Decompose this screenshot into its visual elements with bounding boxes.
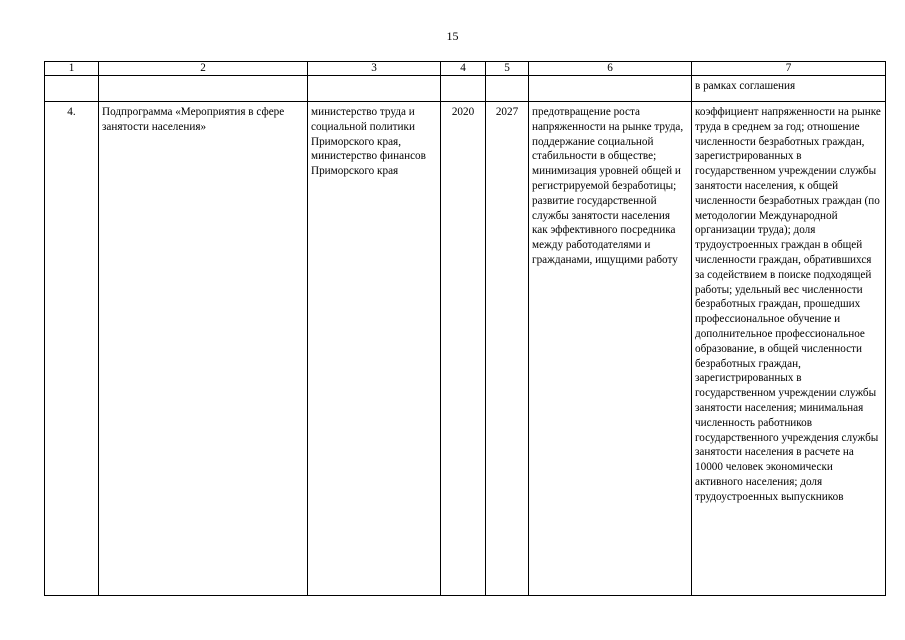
cont-cell-6 bbox=[529, 76, 692, 102]
cont-cell-4 bbox=[441, 76, 486, 102]
start-year: 2020 bbox=[441, 102, 486, 596]
responsible-executor: министерство труда и социальной политики Приморского края, министерство финансов Приморского края bbox=[308, 102, 441, 596]
column-header-2: 2 bbox=[99, 62, 308, 76]
column-header-6: 6 bbox=[529, 62, 692, 76]
cont-cell-2 bbox=[99, 76, 308, 102]
end-year: 2027 bbox=[486, 102, 529, 596]
column-header-1: 1 bbox=[45, 62, 99, 76]
cont-cell-5 bbox=[486, 76, 529, 102]
column-header-3: 3 bbox=[308, 62, 441, 76]
subprogram-name: Подпрограмма «Мероприятия в сфере занятости населения» bbox=[99, 102, 308, 596]
column-header-7: 7 bbox=[692, 62, 886, 76]
column-header-4: 4 bbox=[441, 62, 486, 76]
cont-cell-7: в рамках соглашения bbox=[692, 76, 886, 102]
page-number: 15 bbox=[446, 29, 459, 43]
program-table bbox=[44, 61, 886, 596]
expected-results: предотвращение роста напряженности на рынке труда, поддержание социальной стабильности в обществе; минимизация уровней общей и регистрируемой безработицы; развитие государственной службы занятости населения как эффективного посредника между работодателями и гражданами, ищущими работу bbox=[529, 102, 692, 596]
column-number-row bbox=[45, 62, 886, 76]
column-header-5: 5 bbox=[486, 62, 529, 76]
cont-cell-1 bbox=[45, 76, 99, 102]
cont-cell-3 bbox=[308, 76, 441, 102]
continuation-row bbox=[45, 76, 886, 102]
indicators: коэффициент напряженности на рынке труда в среднем за год; отношение численности безработных граждан, зарегистрированных в государственном учреждении службы занятости населения, к общей численности безработных граждан (по методологии Международной организации труда); доля трудоустроенных граждан в общей численности граждан, обратившихся за содействием в поиске подходящей работы; удельный вес численности безработных граждан, прошедших профессиональное обучение и дополнительное профессиональное образование, в общей численности безработных граждан, зарегистрированных в государственном учреждении службы занятости населения; минимальная численность работников государственного учреждения службы занятости населения в расчете на 10000 человек экономически активного населения; доля трудоустроенных выпускников bbox=[692, 102, 886, 596]
row-number: 4. bbox=[45, 102, 99, 596]
table-row bbox=[45, 102, 886, 596]
